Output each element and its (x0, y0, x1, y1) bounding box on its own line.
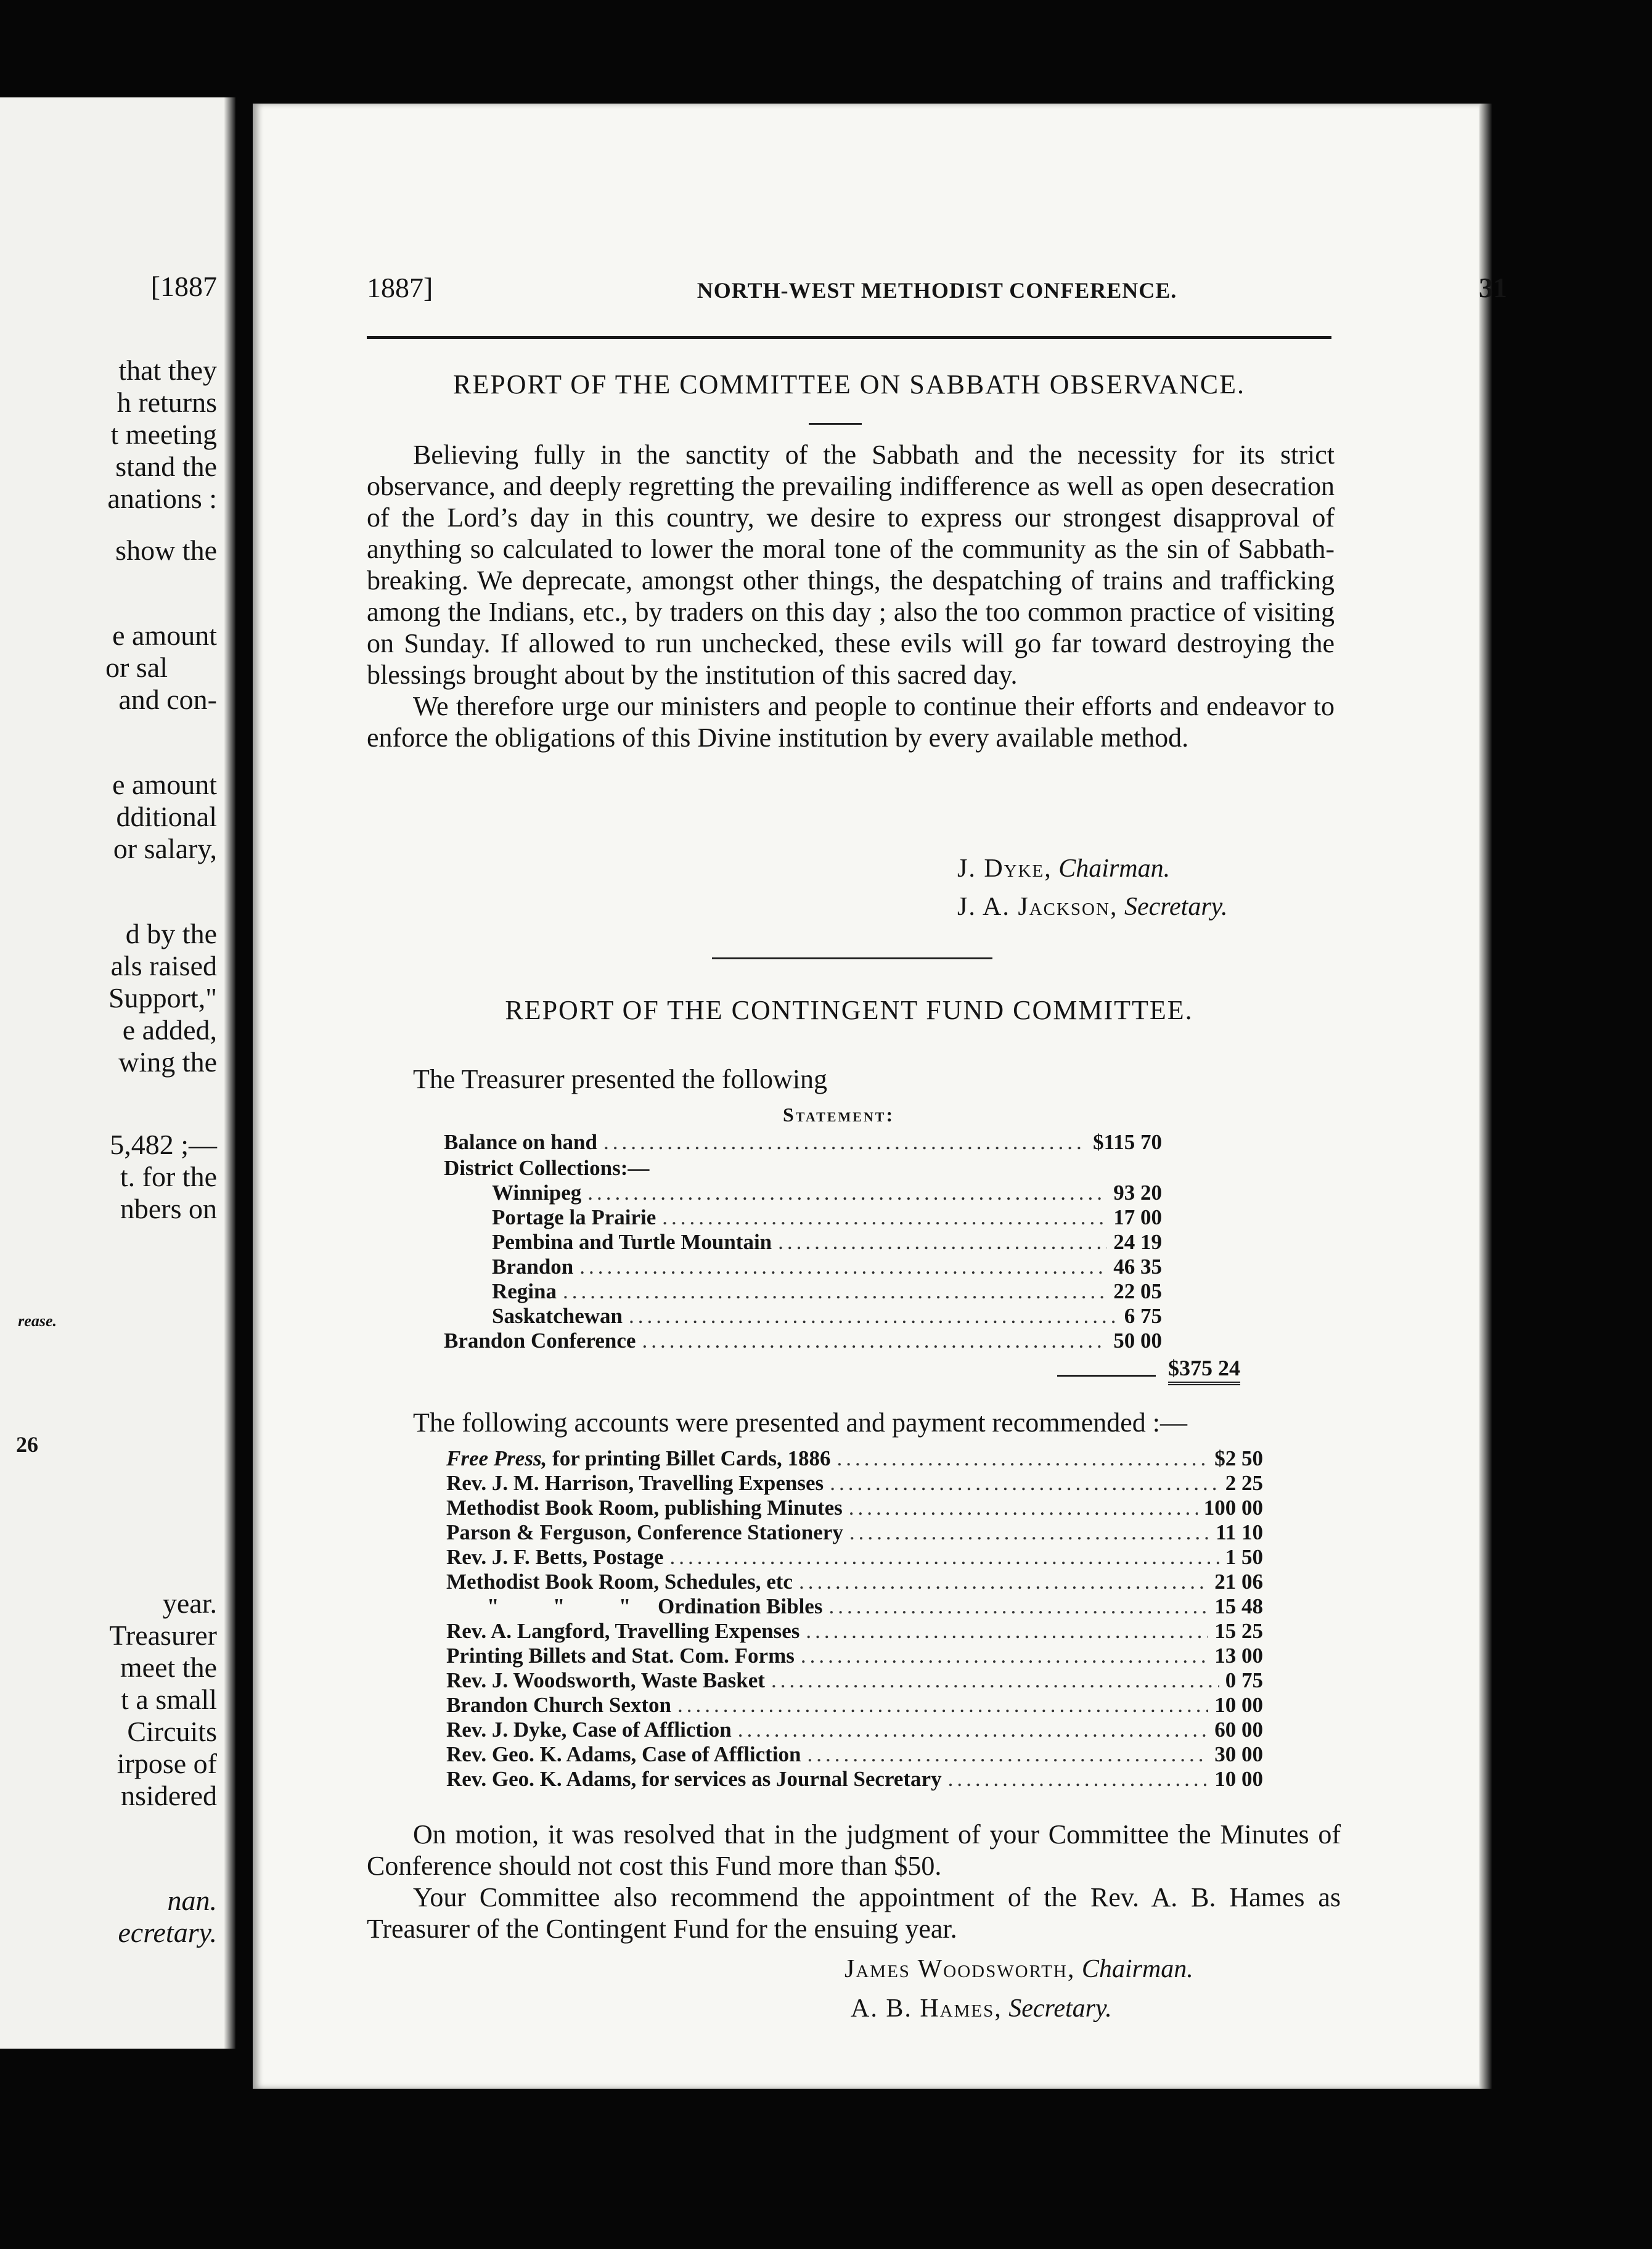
left-page-line: t meeting (110, 419, 217, 450)
statement-row (492, 1254, 1162, 1280)
account-row (446, 1766, 1263, 1792)
account-row (446, 1618, 1263, 1644)
left-page-line: or sal (105, 652, 168, 683)
account-label: Methodist Book Room, Schedules, etc (446, 1570, 793, 1594)
left-page-line: 5,482 ;— (110, 1129, 217, 1160)
left-page-line: that they (118, 354, 217, 386)
account-label: Printing Billets and Stat. Com. Forms (446, 1644, 795, 1668)
paragraph: Your Committee also recommend the appointment of the Rev. A. B. Hames as Treasurer of the Contingent Fund for the ensuing year. (367, 1882, 1341, 1944)
account-amount: 30 00 (1214, 1742, 1263, 1766)
account-amount: 15 48 (1214, 1594, 1263, 1618)
left-page-line: als raised (110, 950, 217, 981)
left-page-line: stand the (115, 451, 217, 482)
running-header (367, 271, 1507, 314)
left-page-line: nsidered (121, 1780, 217, 1811)
statement-label-text: Pembina and Turtle Mountain (492, 1230, 772, 1254)
left-page-line: Treasurer (109, 1620, 217, 1651)
account-amount: 21 06 (1214, 1570, 1263, 1594)
left-page-line: h returns (117, 387, 217, 418)
statement-amount: 6 75 (1124, 1304, 1162, 1328)
signature-name: J. Dyke, (957, 854, 1052, 883)
accounts-intro: The following accounts were presented and payment recommended :— (413, 1407, 1187, 1438)
sabbath-report-body (367, 439, 1335, 753)
left-page-header: [1887 (150, 271, 217, 302)
left-page-line: nan. (167, 1885, 217, 1916)
account-row (446, 1520, 1263, 1546)
account-row (446, 1742, 1263, 1768)
account-label: Methodist Book Room, publishing Minutes (446, 1496, 843, 1520)
statement-label-text: Brandon Conference (444, 1329, 636, 1353)
statement-amount: 93 20 (1113, 1181, 1162, 1205)
account-amount: 15 25 (1214, 1619, 1263, 1643)
signature-chairman (844, 1954, 1193, 1984)
account-label: Brandon Church Sexton (446, 1693, 672, 1717)
statement-amount: 22 05 (1113, 1279, 1162, 1303)
statement-row (492, 1229, 1162, 1255)
account-label: Rev. J. M. Harrison, Travelling Expenses (446, 1471, 824, 1495)
account-label: Rev. Geo. K. Adams, Case of Affliction (446, 1742, 801, 1766)
statement-label-text: Saskatchewan (492, 1304, 623, 1328)
treasurer-intro: The Treasurer presented the following (413, 1064, 828, 1094)
paragraph: We therefore urge our ministers and people to continue their efforts and endeavor to enforce the obligations of this Divine institution by every available method. (367, 691, 1335, 753)
account-row (446, 1668, 1263, 1694)
left-page-line: 26 (16, 1432, 38, 1457)
signature-secretary (957, 892, 1228, 922)
signature-role: Chairman. (1081, 1955, 1193, 1983)
left-page-line: wing the (118, 1046, 217, 1078)
account-amount: 0 75 (1225, 1668, 1263, 1692)
account-row (446, 1446, 1263, 1472)
left-page-line: irpose of (117, 1748, 217, 1779)
signature-name: J. A. Jackson, (957, 893, 1118, 921)
statement-row (444, 1129, 1162, 1155)
header-year: 1887] (367, 272, 433, 303)
statement-row (444, 1328, 1162, 1354)
statement-amount: 24 19 (1113, 1230, 1162, 1254)
signature-chairman (957, 854, 1170, 883)
account-amount: 10 00 (1214, 1767, 1263, 1791)
left-page-line: or salary, (113, 833, 217, 864)
statement-label-text: Brandon (492, 1255, 574, 1279)
statement-amount: 46 35 (1113, 1255, 1162, 1279)
account-label: " " " Ordination Bibles (487, 1594, 823, 1618)
account-row (446, 1495, 1263, 1521)
statement-label-text: Regina (492, 1279, 557, 1303)
left-page-line: t. for the (120, 1161, 217, 1192)
account-row (446, 1470, 1263, 1496)
running-title: NORTH-WEST METHODIST CONFERENCE. (697, 278, 1177, 303)
statement-row (492, 1303, 1162, 1329)
left-page-line: anations : (107, 483, 217, 514)
page-edge (1479, 104, 1492, 2089)
page-gutter (224, 97, 235, 2049)
account-row (446, 1569, 1263, 1595)
account-row (487, 1594, 1263, 1620)
section-divider (712, 957, 992, 959)
contingent-report-title: REPORT OF THE CONTINGENT FUND COMMITTEE. (505, 995, 1193, 1025)
account-amount: 2 25 (1225, 1471, 1263, 1495)
signature-name: James Woodsworth, (844, 1955, 1076, 1983)
left-page-line: e amount (112, 769, 217, 800)
statement-row (492, 1205, 1162, 1231)
previous-page (0, 97, 235, 2049)
statement-label-text: Balance on hand (444, 1130, 597, 1154)
account-amount: 60 00 (1214, 1718, 1263, 1742)
statement-amount: 50 00 (1113, 1329, 1162, 1353)
paragraph: On motion, it was resolved that in the judgment of your Committee the Minutes of Conference should not cost this Fund more than $50. (367, 1819, 1341, 1881)
left-page-line: d by the (125, 918, 217, 949)
account-row (446, 1692, 1263, 1718)
statement-amount: $115 70 (1093, 1130, 1162, 1154)
account-row (446, 1544, 1263, 1570)
left-page-line: Support," (108, 982, 217, 1014)
account-label: Parson & Ferguson, Conference Stationery (446, 1520, 843, 1544)
left-page-line: meet the (120, 1652, 217, 1683)
statement-total (1168, 1355, 1240, 1381)
signature-name: A. B. Hames, (851, 1994, 1002, 2023)
left-page-line: year. (162, 1587, 217, 1619)
left-page-line: e amount (112, 620, 217, 651)
account-label: Rev. Geo. K. Adams, for services as Journal Secretary (446, 1767, 942, 1791)
statement-row (492, 1180, 1162, 1206)
account-row (446, 1643, 1263, 1669)
page-number: 31 (1479, 272, 1507, 303)
left-page-line: ecretary. (118, 1917, 217, 1948)
signature-role: Chairman. (1058, 854, 1171, 883)
statement-row (444, 1155, 1162, 1181)
sabbath-report-title: REPORT OF THE COMMITTEE ON SABBATH OBSERVANCE. (453, 369, 1245, 399)
contingent-report-body (367, 1819, 1341, 1944)
signature-secretary (851, 1994, 1112, 2023)
left-page-line: nbers on (120, 1193, 217, 1224)
account-label: Rev. J. Woodsworth, Waste Basket (446, 1668, 765, 1692)
account-amount: 10 00 (1214, 1693, 1263, 1717)
left-page-line: show the (115, 535, 217, 566)
statement-amount: 17 00 (1113, 1205, 1162, 1229)
title-rule (809, 423, 862, 425)
statement-label-text: Winnipeg (492, 1181, 582, 1205)
account-amount: $2 50 (1214, 1446, 1263, 1470)
account-label: Rev. J. F. Betts, Postage (446, 1545, 664, 1569)
signature-role: Secretary. (1124, 893, 1228, 921)
account-amount: 100 00 (1203, 1496, 1263, 1520)
account-amount: 13 00 (1214, 1644, 1263, 1668)
left-page-line: e added, (122, 1014, 217, 1046)
account-amount: 11 10 (1216, 1520, 1263, 1544)
total-rule (1057, 1375, 1156, 1377)
statement-label-text: Portage la Prairie (492, 1205, 656, 1229)
left-page-line: dditional (116, 801, 217, 832)
statement-total-value: $375 24 (1168, 1356, 1240, 1385)
left-page-line: Circuits (127, 1716, 217, 1747)
statement-label-text: District Collections:— (444, 1156, 650, 1180)
left-page-line: t a small (121, 1684, 217, 1715)
signature-role: Secretary. (1008, 1994, 1112, 2023)
account-label: for printing Billet Cards, 1886 (547, 1446, 831, 1470)
account-label: Rev. J. Dyke, Case of Affliction (446, 1718, 732, 1742)
left-page-line: rease. (18, 1312, 57, 1330)
header-rule (367, 336, 1331, 339)
statement-label: Statement: (783, 1104, 895, 1126)
statement-row (492, 1279, 1162, 1305)
account-amount: 1 50 (1225, 1545, 1263, 1569)
paragraph: Believing fully in the sanctity of the Sabbath and the necessity for its strict observance, and deeply regretting the prevailing indifference as well as open desecration of the Lord’s day in this country, we desire to express our strongest disapproval of anything so calculated to lower the moral tone of the community as the sin of Sabbath-breaking. We deprecate, amongst other things, the despatching of trains and trafficking among the Indians, etc., by traders on this day ; also the too common practice of visiting on Sunday. If allowed to run unchecked, these evils will go far toward destroying the blessings brought about by the institution of this sacred day. (367, 440, 1335, 690)
account-label: Rev. A. Langford, Travelling Expenses (446, 1619, 800, 1643)
account-row (446, 1717, 1263, 1743)
account-label-italic: Free Press, (446, 1446, 547, 1470)
left-page-line: and con- (118, 684, 217, 715)
